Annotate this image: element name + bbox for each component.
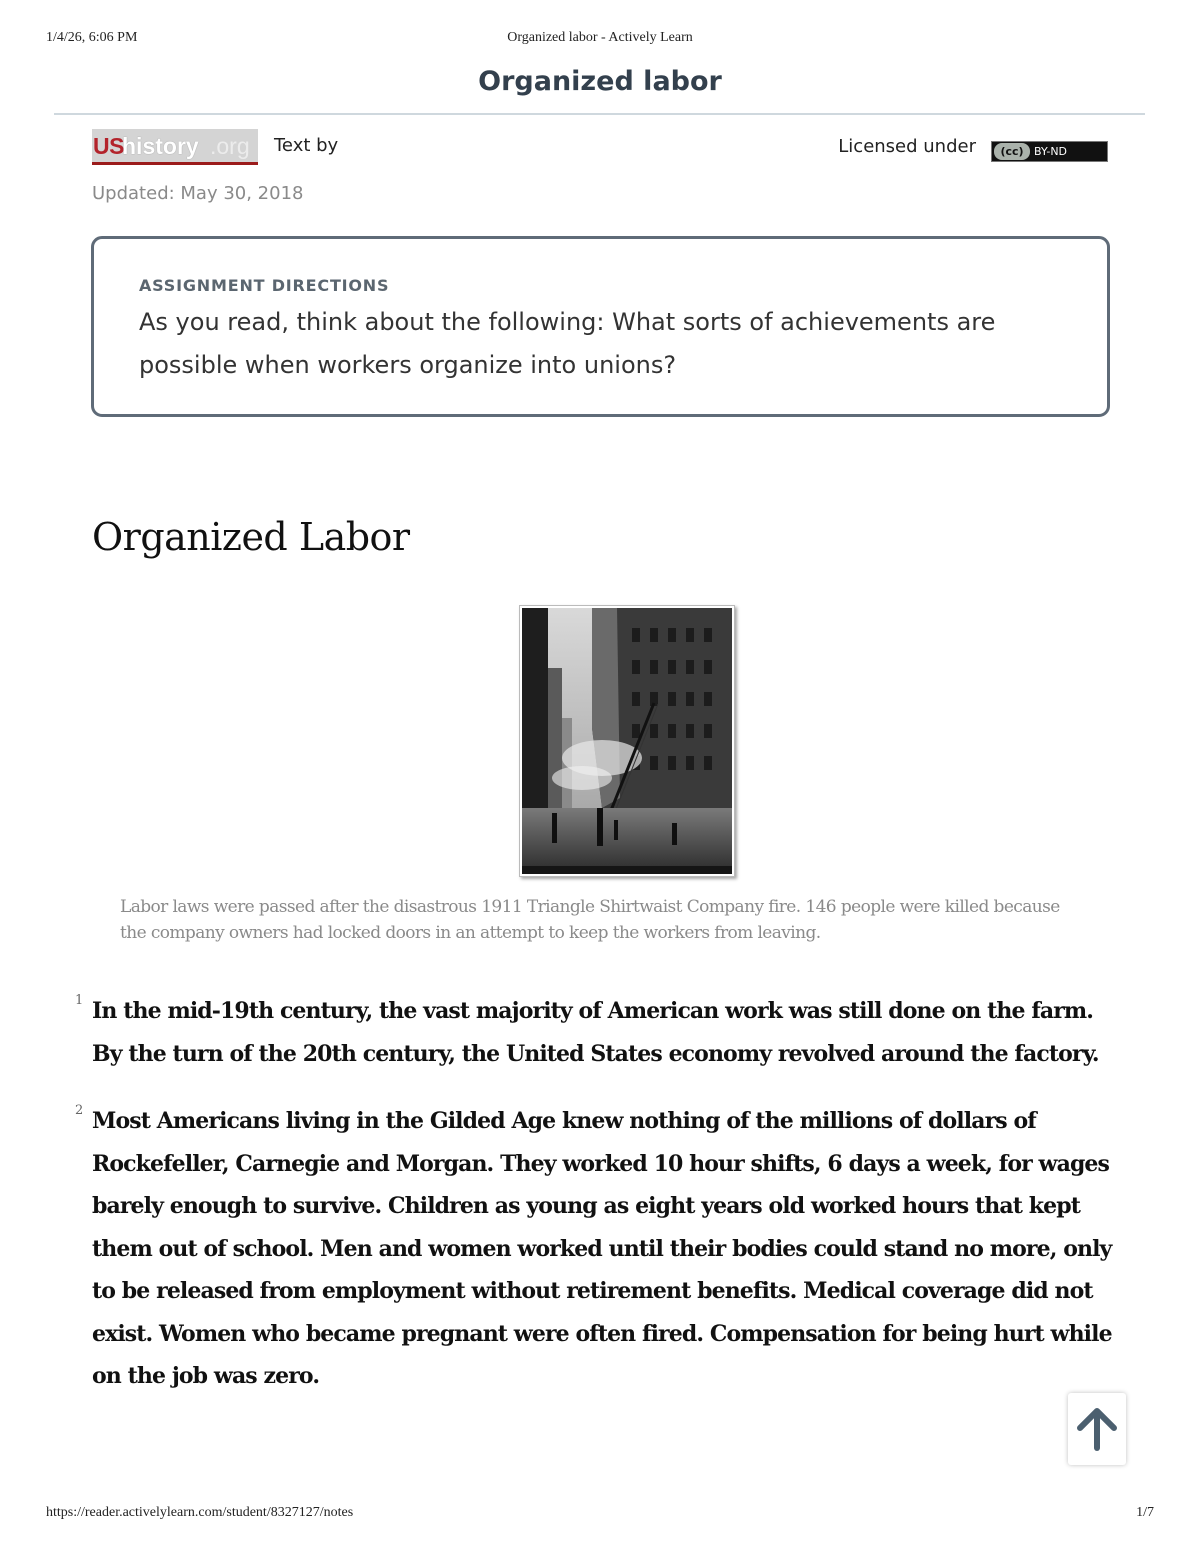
title-divider (54, 113, 1145, 115)
cc-icon: (cc) (994, 143, 1030, 160)
logo-us-text: US (93, 133, 124, 159)
cc-license-text: BY-ND (1034, 145, 1068, 158)
ushistory-logo[interactable] (92, 129, 258, 165)
licensed-under-label: Licensed under (838, 136, 976, 157)
logo-org-text: .org (210, 133, 250, 159)
assignment-text: As you read, think about the following: What sorts of achievements are possible when workers organize into unions? (139, 308, 996, 379)
scroll-to-top-button[interactable] (1068, 1393, 1126, 1465)
print-window-title: Organized labor - Actively Learn (507, 30, 693, 45)
print-datetime: 1/4/26, 6:06 PM (46, 30, 138, 45)
paragraph-number: 1 (75, 993, 84, 1008)
assignment-label: ASSIGNMENT DIRECTIONS (139, 276, 390, 295)
logo-history-text: history (122, 133, 199, 159)
fire-photo-image (522, 608, 732, 874)
source-row (92, 128, 1108, 168)
updated-date: Updated: May 30, 2018 (92, 183, 304, 204)
paragraph-number: 2 (75, 1103, 84, 1118)
print-header (46, 30, 1154, 50)
paragraph-text[interactable]: Most Americans living in the Gilded Age knew nothing of the millions of dollars of Rockefeller, Carnegie and Morgan. They worked 10 hour shifts, 6 days a week, for wages barely enough to survive. Children as young as eight years old worked hours that kept them out of school. Men and women worked until their bodies could stand no more, only to be released from employment without retirement benefits. Medical coverage did not exist. Women who became pregnant were often fired. Compensation for being hurt while on the job was zero. (92, 1108, 1112, 1389)
assignment-directions-box (91, 236, 1110, 417)
text-by-label: Text by (274, 135, 339, 156)
arrow-up-icon (1076, 1406, 1118, 1452)
paragraph-1 (75, 990, 1122, 1075)
paragraph-2 (75, 1100, 1122, 1398)
cc-license-badge[interactable] (991, 141, 1108, 162)
page-title: Organized labor (478, 66, 722, 97)
print-footer (46, 1505, 1154, 1525)
paragraph-text[interactable]: In the mid-19th century, the vast majority of American work was still done on the farm. By the turn of the 20th century, the United States economy revolved around the factory. (92, 998, 1099, 1067)
article-heading: Organized Labor (92, 515, 410, 559)
print-url: https://reader.activelylearn.com/student/8327127/notes (46, 1505, 354, 1520)
triangle-fire-photo[interactable] (519, 605, 735, 877)
page-indicator: 1/7 (1136, 1505, 1154, 1520)
image-caption: Labor laws were passed after the disastrous 1911 Triangle Shirtwaist Company fire. 146 people were killed because the company owners had locked doors in an attempt to keep the workers from leaving. (120, 897, 1060, 943)
